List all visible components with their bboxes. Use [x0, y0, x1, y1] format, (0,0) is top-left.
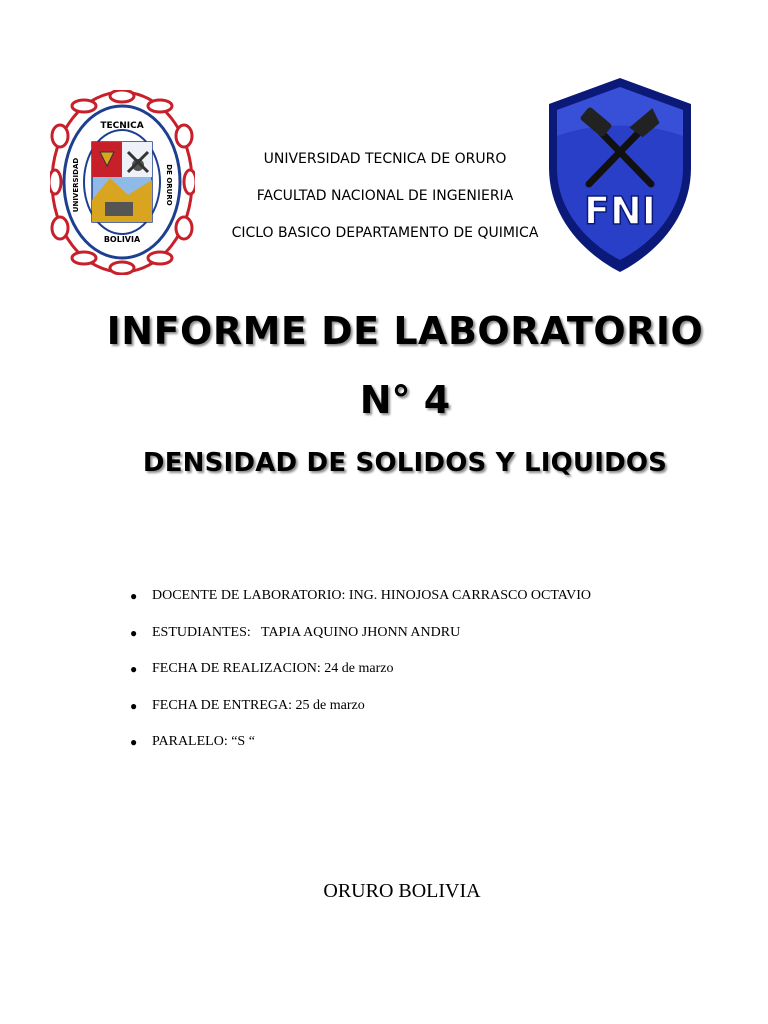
detail-date-due: FECHA DE ENTREGA: 25 de marzo: [152, 697, 365, 713]
report-number: N° 4: [359, 378, 451, 422]
bullet-icon: ●: [130, 735, 138, 749]
department-name: CICLO BASICO DEPARTAMENTO DE QUIMICA: [231, 225, 539, 241]
bullet-icon: ●: [130, 589, 138, 603]
details-list: [130, 586, 591, 769]
bullet-icon: ●: [130, 625, 138, 640]
detail-teacher: DOCENTE DE LABORATORIO: ING. HINOJOSA CARRASCO OCTAVIO: [152, 588, 591, 603]
list-item: [130, 696, 591, 733]
detail-date-done: FECHA DE REALIZACION: 24 de marzo: [152, 661, 394, 676]
bullet-icon: ●: [130, 662, 138, 676]
institution-header: [200, 148, 570, 259]
svg-text:TECNICA: TECNICA: [100, 121, 144, 131]
list-item: [130, 586, 591, 623]
svg-text:FNI: FNI: [584, 189, 656, 233]
university-seal-icon: [50, 90, 195, 275]
report-title: INFORME DE LABORATORIO: [106, 309, 704, 353]
detail-students: ESTUDIANTES: TAPIA AQUINO JHONN ANDRU: [152, 624, 461, 640]
faculty-name: FACULTAD NACIONAL DE INGENIERIA: [256, 188, 514, 204]
footer-location: ORURO BOLIVIA: [323, 880, 481, 902]
list-item: [130, 659, 591, 696]
report-subtitle: DENSIDAD DE SOLIDOS Y LIQUIDOS: [142, 448, 668, 478]
list-item: [130, 732, 591, 769]
detail-parallel: PARALELO: “S “: [152, 734, 255, 749]
svg-text:UNIVERSIDAD: UNIVERSIDAD: [72, 157, 80, 213]
svg-text:DE ORURO: DE ORURO: [165, 164, 173, 206]
list-item: [130, 623, 591, 660]
svg-text:BOLIVIA: BOLIVIA: [103, 235, 141, 244]
university-name: UNIVERSIDAD TECNICA DE ORURO: [263, 151, 507, 167]
bullet-icon: ●: [130, 698, 138, 713]
